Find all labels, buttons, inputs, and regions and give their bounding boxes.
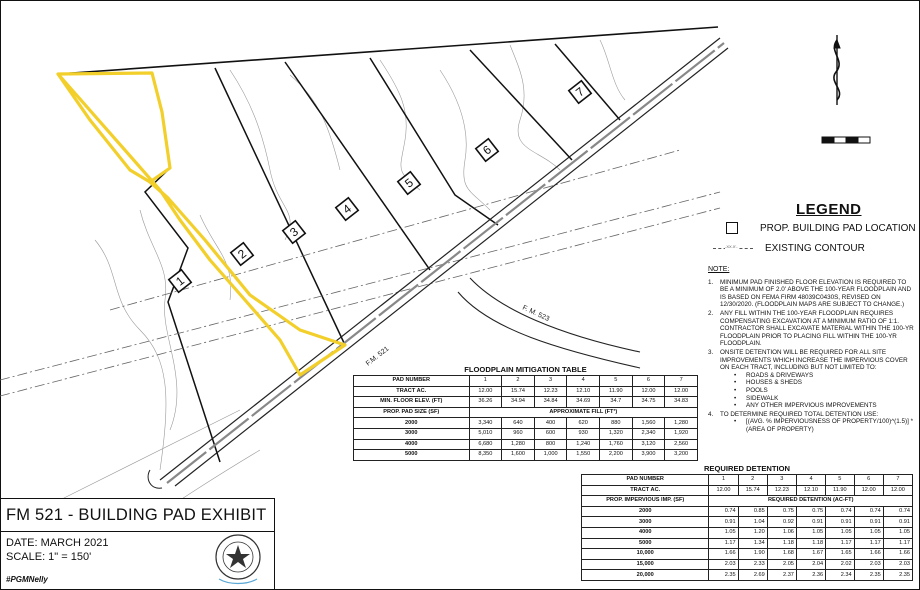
table-row <box>354 397 698 408</box>
group-header-cell: APPROXIMATE FILL (FT³) <box>469 407 697 418</box>
fm-523-label: F. M. 523 <box>521 304 551 323</box>
pad-header-cell: 2 <box>738 475 767 486</box>
pad-header-cell: 3 <box>767 475 796 486</box>
table-cell: 2.03 <box>854 559 883 570</box>
table-cell: 0.74 <box>854 506 883 517</box>
table-cell: 1.67 <box>796 549 825 560</box>
contour-line-icon <box>713 244 753 249</box>
table-cell: 2.35 <box>883 570 912 581</box>
row-label: 2000 <box>354 418 470 429</box>
note-text: ONSITE DETENTION WILL BE REQUIRED FOR ALL SITE IMPROVEMENTS WHICH INCREASE THE IMPERVIOUS COVER ON EACH TRACT, INCLUDING BUT NOT LIMITED TO: <box>720 348 908 372</box>
table-cell: 1,560 <box>632 418 665 429</box>
row-label: 15,000 <box>582 559 709 570</box>
table-cell: 1.05 <box>796 527 825 538</box>
table-cell: 1.17 <box>883 538 912 549</box>
table-cell: 400 <box>534 418 567 429</box>
table-cell: 880 <box>600 418 633 429</box>
table-row <box>582 475 913 486</box>
table-cell: 1,240 <box>567 439 600 450</box>
contour-line-text: -XX.X'- <box>725 244 738 249</box>
table-cell: 0.74 <box>709 506 738 517</box>
title-block <box>0 498 275 590</box>
exhibit-scale: SCALE: 1" = 150' <box>6 551 92 563</box>
row-label: 20,000 <box>582 570 709 581</box>
table-cell: 0.91 <box>854 517 883 528</box>
note-text: MINIMUM PAD FINISHED FLOOR ELEVATION IS REQUIRED TO BE A MINIMUM OF 2.0' ABOVE THE 100-YEAR FLOODPLAIN AND IS BASED ON FEMA FIRM 48039C0430S, REVISED ON 12/30/2020. (FLOODPLAIN MAPS ARE SUBJECT TO CHANGE.) <box>720 278 912 309</box>
table-cell: 12.23 <box>767 485 796 496</box>
row-label: PROP. IMPERVIOUS IMP. (SF) <box>582 496 709 507</box>
table-cell: 1.05 <box>826 527 855 538</box>
pad-header-cell: 6 <box>854 475 883 486</box>
table-cell: 600 <box>534 428 567 439</box>
table-cell: 1,760 <box>600 439 633 450</box>
note-bullet: • [(AVG. % IMPERVIOUSNESS OF PROPERTY/100)^(1.5)] * (AREA OF PROPERTY) <box>746 418 914 433</box>
company-logo: #PGMNelly <box>6 575 48 584</box>
header-cell: PAD NUMBER <box>354 376 470 387</box>
table-cell: 6,680 <box>469 439 502 450</box>
table-cell: 12.00 <box>665 386 698 397</box>
table-cell: 800 <box>534 439 567 450</box>
table-cell: 1,920 <box>665 428 698 439</box>
table-cell: 2.34 <box>826 570 855 581</box>
table-cell: 8,350 <box>469 450 502 461</box>
table-cell: 12.00 <box>883 485 912 496</box>
row-label: MIN. FLOOR ELEV. (FT) <box>354 397 470 408</box>
notes-block <box>708 266 914 434</box>
engineer-seal-icon <box>213 533 263 585</box>
table-cell: 15.74 <box>502 386 535 397</box>
table-cell: 0.75 <box>796 506 825 517</box>
table-cell: 34.84 <box>534 397 567 408</box>
table-cell: 640 <box>502 418 535 429</box>
pad-header-cell: 5 <box>600 376 633 387</box>
svg-text:7: 7 <box>573 84 587 100</box>
table-cell: 1.18 <box>767 538 796 549</box>
row-label: 3000 <box>582 517 709 528</box>
table-cell: 3,900 <box>632 450 665 461</box>
table-cell: 12.10 <box>796 485 825 496</box>
note-number: 2. <box>708 309 714 317</box>
table-cell: 1.65 <box>826 549 855 560</box>
row-label: TRACT AC. <box>582 485 709 496</box>
row-label: PROP. PAD SIZE (SF) <box>354 407 470 418</box>
table-cell: 0.91 <box>883 517 912 528</box>
detention-table-title: REQUIRED DETENTION <box>703 464 791 473</box>
pad-header-cell: 4 <box>567 376 600 387</box>
fm-521-label: F.M. 521 <box>364 345 391 368</box>
table-cell: 36.26 <box>469 397 502 408</box>
pad-7 <box>569 81 591 103</box>
table-row <box>582 527 913 538</box>
table-cell: 34.83 <box>665 397 698 408</box>
group-header-cell: REQUIRED DETENTION (AC-FT) <box>709 496 913 507</box>
title-divider <box>1 531 274 532</box>
notes-title: NOTE: <box>708 266 730 273</box>
table-cell: 2.36 <box>796 570 825 581</box>
table-cell: 930 <box>567 428 600 439</box>
pad-square-icon <box>726 222 738 234</box>
north-arrow-icon <box>834 35 840 105</box>
table-cell: 12.00 <box>632 386 665 397</box>
table-cell: 1.04 <box>738 517 767 528</box>
table-cell: 2.02 <box>826 559 855 570</box>
pad-header-cell: 6 <box>632 376 665 387</box>
table-cell: 1.68 <box>767 549 796 560</box>
legend-item-contour <box>713 243 865 254</box>
pad-header-cell: 4 <box>796 475 825 486</box>
table-cell: 1.90 <box>738 549 767 560</box>
table-row <box>582 570 913 581</box>
table-cell: 1.17 <box>854 538 883 549</box>
table-row <box>354 386 698 397</box>
note-4 <box>708 411 914 434</box>
floodplain-mitigation-table <box>353 375 698 461</box>
pad-header-cell: 1 <box>709 475 738 486</box>
table-cell: 1,320 <box>600 428 633 439</box>
table-cell: 2.03 <box>709 559 738 570</box>
table-cell: 12.00 <box>854 485 883 496</box>
table-cell: 5,010 <box>469 428 502 439</box>
pad-2 <box>231 243 253 265</box>
note-number: 4. <box>708 410 714 418</box>
exhibit-title: FM 521 - BUILDING PAD EXHIBIT <box>6 506 267 524</box>
table-row <box>354 428 698 439</box>
table-cell: 15.74 <box>738 485 767 496</box>
pad-6 <box>476 139 498 161</box>
table-cell: 12.00 <box>709 485 738 496</box>
table-cell: 1,000 <box>534 450 567 461</box>
table-cell: 1,550 <box>567 450 600 461</box>
pad-header-cell: 7 <box>883 475 912 486</box>
table-cell: 0.85 <box>738 506 767 517</box>
pad-4 <box>336 198 358 220</box>
north-property-line <box>58 27 718 74</box>
svg-text:3: 3 <box>287 224 301 240</box>
table-cell: 1.17 <box>709 538 738 549</box>
table-cell: 3,340 <box>469 418 502 429</box>
table-cell: 34.7 <box>600 397 633 408</box>
row-label: 10,000 <box>582 549 709 560</box>
note-text: TO DETERMINE REQUIRED TOTAL DETENTION USE: <box>720 410 879 418</box>
table-cell: 2.37 <box>767 570 796 581</box>
pad-3 <box>283 221 305 243</box>
table-cell: 0.74 <box>826 506 855 517</box>
svg-text:4: 4 <box>340 201 354 217</box>
table-cell: 1.17 <box>826 538 855 549</box>
table-cell: 0.74 <box>883 506 912 517</box>
note-bullet: • ROADS & DRIVEWAYS <box>746 372 914 380</box>
graphic-scale <box>822 137 870 143</box>
row-label: TRACT AC. <box>354 386 470 397</box>
table-row <box>582 538 913 549</box>
note-bullet: • HOUSES & SHEDS <box>746 379 914 387</box>
pad-header-cell: 3 <box>534 376 567 387</box>
table-row <box>354 376 698 387</box>
table-cell: 1,600 <box>502 450 535 461</box>
row-label: 5000 <box>354 450 470 461</box>
note-bullet: • ANY OTHER IMPERVIOUS IMPROVEMENTS <box>746 402 914 410</box>
row-label: 3000 <box>354 428 470 439</box>
svg-text:2: 2 <box>235 246 249 262</box>
table-cell: 2.35 <box>709 570 738 581</box>
exhibit-date: DATE: MARCH 2021 <box>6 537 109 549</box>
table-row <box>354 450 698 461</box>
row-label: 5000 <box>582 538 709 549</box>
pad-header-cell: 5 <box>826 475 855 486</box>
header-cell: PAD NUMBER <box>582 475 709 486</box>
table-cell: 1.18 <box>796 538 825 549</box>
note-3-bullets <box>720 372 914 410</box>
table-cell: 12.00 <box>469 386 502 397</box>
centerlines <box>0 150 720 396</box>
table-row <box>354 407 698 418</box>
legend-item-label: PROP. BUILDING PAD LOCATION <box>760 222 916 234</box>
legend-title: LEGEND <box>796 201 862 218</box>
table-row <box>582 485 913 496</box>
note-3 <box>708 349 914 410</box>
table-cell: 1.05 <box>854 527 883 538</box>
table-cell: 0.91 <box>709 517 738 528</box>
table-cell: 2.35 <box>854 570 883 581</box>
table-row <box>354 418 698 429</box>
table-cell: 1,280 <box>665 418 698 429</box>
table-row <box>582 517 913 528</box>
row-label: 4000 <box>582 527 709 538</box>
table-row <box>582 496 913 507</box>
table-cell: 11.90 <box>600 386 633 397</box>
required-detention-table <box>581 474 913 581</box>
legend-item-building-pad <box>726 222 916 234</box>
table-cell: 0.92 <box>767 517 796 528</box>
table-cell: 2,200 <box>600 450 633 461</box>
fm-523-road <box>458 278 640 368</box>
note-bullet: • POOLS <box>746 387 914 395</box>
note-4-bullets <box>720 418 914 433</box>
pad-header-cell: 2 <box>502 376 535 387</box>
table-cell: 0.75 <box>767 506 796 517</box>
table-cell: 1.20 <box>738 527 767 538</box>
highlighted-tract-outline <box>58 73 345 375</box>
table-cell: 11.90 <box>826 485 855 496</box>
table-cell: 12.10 <box>567 386 600 397</box>
table-cell: 2,560 <box>665 439 698 450</box>
table-row <box>354 439 698 450</box>
row-label: 2000 <box>582 506 709 517</box>
table-cell: 620 <box>567 418 600 429</box>
table-cell: 1,280 <box>502 439 535 450</box>
pad-5 <box>398 172 420 194</box>
table-cell: 2.33 <box>738 559 767 570</box>
table-cell: 1.05 <box>883 527 912 538</box>
table-cell: 34.75 <box>632 397 665 408</box>
table-cell: 1.66 <box>883 549 912 560</box>
note-number: 1. <box>708 278 714 286</box>
table-cell: 2.69 <box>738 570 767 581</box>
row-label: 4000 <box>354 439 470 450</box>
table-cell: 34.94 <box>502 397 535 408</box>
table-cell: 1.66 <box>709 549 738 560</box>
svg-text:6: 6 <box>480 142 494 158</box>
table-cell: 0.91 <box>796 517 825 528</box>
pad-header-cell: 7 <box>665 376 698 387</box>
table-cell: 3,200 <box>665 450 698 461</box>
svg-text:1: 1 <box>173 273 187 289</box>
table-cell: 2.03 <box>883 559 912 570</box>
floodplain-table-title: FLOODPLAIN MITIGATION TABLE <box>464 365 587 374</box>
table-cell: 1.34 <box>738 538 767 549</box>
table-cell: 1.66 <box>854 549 883 560</box>
note-1 <box>708 279 914 309</box>
pad-header-cell: 1 <box>469 376 502 387</box>
svg-text:5: 5 <box>402 175 416 191</box>
table-cell: 2.04 <box>796 559 825 570</box>
note-bullet: • SIDEWALK <box>746 395 914 403</box>
table-row <box>582 559 913 570</box>
table-cell: 0.91 <box>826 517 855 528</box>
table-cell: 12.23 <box>534 386 567 397</box>
table-cell: 3,120 <box>632 439 665 450</box>
table-cell: 1.06 <box>767 527 796 538</box>
table-cell: 960 <box>502 428 535 439</box>
table-row <box>582 549 913 560</box>
table-row <box>582 506 913 517</box>
table-cell: 2,340 <box>632 428 665 439</box>
table-cell: 1.05 <box>709 527 738 538</box>
note-number: 3. <box>708 348 714 356</box>
table-cell: 34.69 <box>567 397 600 408</box>
note-2 <box>708 310 914 348</box>
legend-item-label: EXISTING CONTOUR <box>765 243 865 254</box>
table-cell: 2.05 <box>767 559 796 570</box>
note-text: ANY FILL WITHIN THE 100-YEAR FLOODPLAIN REQUIRES COMPENSATING EXCAVATION AT A MINIMUM RATIO OF 1:1. CONTRACTOR SHALL EXCAVATE MATERIAL WITHIN THE 100-YR FLOODPLAIN PRIOR TO PLACING FILL WITHIN THE 100-YR FLOODPLAIN. <box>720 309 914 348</box>
